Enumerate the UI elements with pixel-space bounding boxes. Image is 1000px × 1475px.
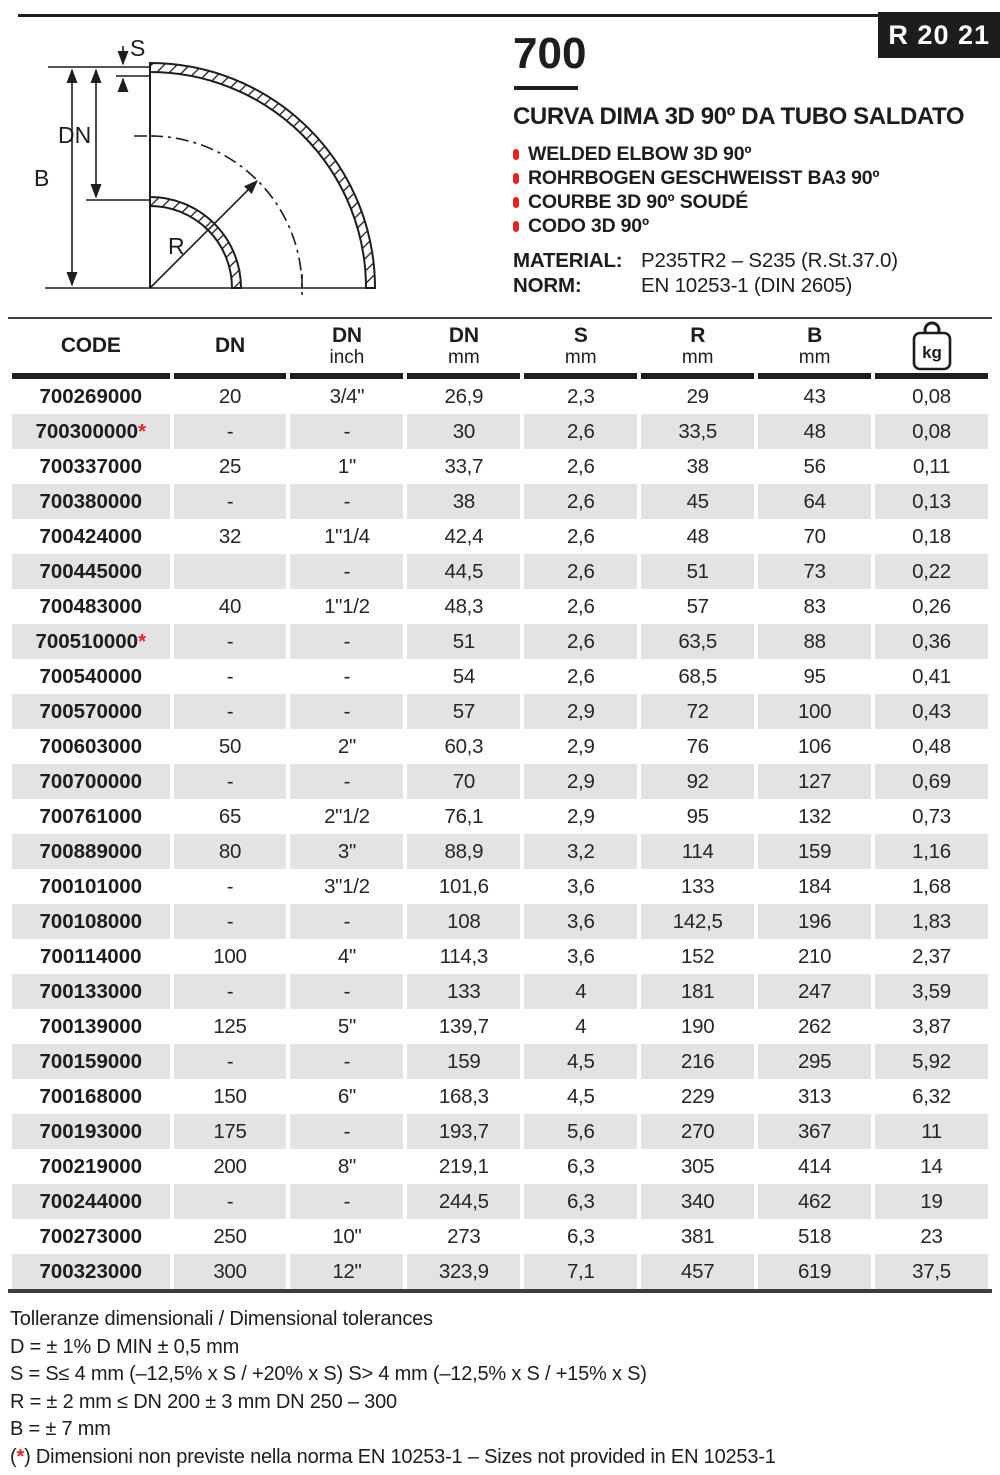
s-cell: 3,2 — [524, 834, 637, 869]
code-cell: 700380000 — [12, 484, 170, 519]
table-row — [12, 869, 988, 904]
b-cell: 132 — [797, 804, 832, 828]
dn-inch-cell: 8" — [337, 1154, 356, 1178]
b-cell: 43 — [803, 384, 826, 408]
dn-mm-cell: 133 — [407, 974, 520, 1009]
kg-cell: 0,48 — [912, 734, 951, 758]
s-cell: 4 — [575, 1014, 587, 1038]
table-row — [12, 519, 988, 554]
column-header-dn-mm: DN mm — [407, 319, 520, 379]
table-row — [12, 414, 988, 449]
s-cell: 3,6 — [566, 944, 595, 968]
table-row — [12, 379, 988, 414]
code-cell: 700323000 — [12, 1254, 170, 1289]
dn-mm-cell: 60,3 — [444, 734, 484, 758]
dn-cell: - — [174, 624, 287, 659]
b-cell: 414 — [797, 1154, 832, 1178]
column-header-b-mm: B mm — [758, 319, 871, 379]
column-header-code: CODE — [12, 319, 170, 379]
table-header-row — [12, 319, 988, 379]
kg-cell: 19 — [875, 1184, 988, 1219]
s-cell: 2,9 — [524, 694, 637, 729]
dn-cell: - — [174, 694, 287, 729]
code-cell: 700483000 — [39, 594, 143, 618]
dn-cell: - — [174, 904, 287, 939]
asterisk-red: * — [16, 1445, 25, 1468]
dn-mm-cell: 101,6 — [438, 874, 489, 898]
s-cell: 4 — [524, 974, 637, 1009]
series-number: 700 — [513, 29, 587, 78]
material-value: P235TR2 – S235 (R.St.37.0) — [641, 249, 898, 272]
kg-cell: 0,36 — [875, 624, 988, 659]
kg-cell: 5,92 — [875, 1044, 988, 1079]
s-cell: 7,1 — [524, 1254, 637, 1289]
s-cell: 2,6 — [524, 624, 637, 659]
dn-cell: 40 — [218, 594, 242, 618]
dn-cell — [174, 554, 287, 589]
table-row — [12, 449, 988, 484]
s-cell: 6,3 — [566, 1154, 595, 1178]
b-cell: 159 — [758, 834, 871, 869]
table-row — [12, 1219, 988, 1254]
table-row — [12, 904, 988, 939]
tolerance-b: B = ± 7 mm — [10, 1418, 111, 1440]
r-cell: 63,5 — [641, 624, 754, 659]
code-cell: 700700000 — [12, 764, 170, 799]
dn-cell: 100 — [213, 944, 247, 968]
table-row — [12, 1009, 988, 1044]
kg-cell: 3,59 — [875, 974, 988, 1009]
list-item — [513, 214, 993, 238]
dn-cell: 50 — [218, 734, 242, 758]
dn-inch-cell: 2"1/2 — [324, 804, 370, 828]
kg-cell: 14 — [920, 1154, 943, 1178]
dim-label-dn: DN — [58, 122, 92, 148]
b-cell: 262 — [797, 1014, 832, 1038]
dn-cell: 300 — [174, 1254, 287, 1289]
dn-mm-cell: 244,5 — [407, 1184, 520, 1219]
dn-cell: 175 — [174, 1114, 287, 1149]
specs-block — [513, 248, 993, 298]
b-cell: 70 — [803, 524, 826, 548]
dn-mm-cell: 193,7 — [407, 1114, 520, 1149]
bullet-icon — [513, 197, 519, 208]
kg-cell: 37,5 — [875, 1254, 988, 1289]
column-header-r-mm: R mm — [641, 319, 754, 379]
table-row — [12, 834, 988, 869]
b-cell: 73 — [758, 554, 871, 589]
s-cell: 2,9 — [524, 764, 637, 799]
b-cell: 100 — [758, 694, 871, 729]
code-cell: 700108000 — [12, 904, 170, 939]
b-cell: 462 — [758, 1184, 871, 1219]
top-rule — [18, 14, 990, 17]
dn-inch-cell: 3"1/2 — [324, 874, 370, 898]
dn-inch-cell: 3" — [290, 834, 403, 869]
kg-cell: 1,83 — [875, 904, 988, 939]
list-item — [513, 166, 993, 190]
table-row — [12, 1044, 988, 1079]
dn-inch-cell: - — [290, 694, 403, 729]
kg-cell: 11 — [875, 1114, 988, 1149]
kg-cell: 1,16 — [875, 834, 988, 869]
dn-inch-cell: 12" — [290, 1254, 403, 1289]
table-row — [12, 764, 988, 799]
b-cell: 367 — [758, 1114, 871, 1149]
table-row — [12, 729, 988, 764]
s-cell: 3,6 — [566, 874, 595, 898]
table-bottom-rule — [8, 1289, 992, 1293]
b-cell: 295 — [758, 1044, 871, 1079]
reference-badge: R 20 21 — [878, 12, 1000, 58]
translation-es: CODO 3D 90º — [528, 215, 649, 237]
b-cell: 127 — [758, 764, 871, 799]
dn-mm-cell: 51 — [407, 624, 520, 659]
dn-inch-cell: 1"1/4 — [324, 524, 370, 548]
s-cell: 2,6 — [524, 414, 637, 449]
dim-label-r: R — [168, 233, 185, 259]
b-cell: 184 — [797, 874, 832, 898]
translation-list — [513, 142, 993, 238]
kg-cell: 1,68 — [912, 874, 951, 898]
code-cell: 700540000 — [39, 664, 143, 688]
r-cell: 38 — [686, 454, 709, 478]
kg-cell: 0,69 — [875, 764, 988, 799]
column-header-weight — [875, 319, 988, 379]
code-cell: 700273000 — [39, 1224, 143, 1248]
dn-cell: - — [174, 1184, 287, 1219]
dn-mm-cell: 88,9 — [407, 834, 520, 869]
dn-inch-cell: 3/4" — [329, 384, 365, 408]
kg-cell: 0,08 — [875, 414, 988, 449]
dn-cell: 80 — [174, 834, 287, 869]
r-cell: 45 — [641, 484, 754, 519]
r-cell: 381 — [681, 1224, 715, 1248]
code-cell: 700761000 — [39, 804, 143, 828]
kg-cell: 0,18 — [912, 524, 951, 548]
r-cell: 152 — [681, 944, 715, 968]
code-cell: 700889000 — [12, 834, 170, 869]
dn-inch-cell: 5" — [337, 1014, 356, 1038]
dn-mm-cell: 70 — [407, 764, 520, 799]
kg-cell: 2,37 — [912, 944, 951, 968]
b-cell: 56 — [803, 454, 826, 478]
dn-cell: - — [174, 414, 287, 449]
r-cell: 216 — [641, 1044, 754, 1079]
dim-label-b: B — [34, 165, 50, 191]
dn-cell: - — [226, 664, 234, 688]
column-header-s-mm: S mm — [524, 319, 637, 379]
column-header-dn: DN — [174, 319, 287, 379]
b-cell: 210 — [797, 944, 832, 968]
r-cell: 457 — [641, 1254, 754, 1289]
dn-inch-cell: - — [290, 764, 403, 799]
dn-mm-cell: 42,4 — [444, 524, 484, 548]
norm-label: NORM: — [513, 274, 582, 297]
dn-inch-cell: - — [290, 1044, 403, 1079]
table-row — [12, 659, 988, 694]
dn-mm-cell: 44,5 — [407, 554, 520, 589]
kg-cell: 3,87 — [912, 1014, 951, 1038]
code-cell: 700424000 — [39, 524, 143, 548]
dn-inch-cell: - — [290, 1184, 403, 1219]
dn-inch-cell: 4" — [337, 944, 356, 968]
b-cell: 619 — [758, 1254, 871, 1289]
s-cell: 6,3 — [566, 1224, 595, 1248]
dn-mm-cell: 26,9 — [444, 384, 484, 408]
table-row — [12, 589, 988, 624]
code-cell: 700114000 — [40, 944, 142, 968]
dn-cell: - — [174, 764, 287, 799]
r-cell: 190 — [681, 1014, 715, 1038]
r-cell: 133 — [681, 874, 715, 898]
radius-arrow — [150, 181, 257, 288]
table-row — [12, 1079, 988, 1114]
table-row — [12, 799, 988, 834]
table-row — [12, 554, 988, 589]
dn-cell: - — [174, 484, 287, 519]
kg-cell: 0,73 — [912, 804, 951, 828]
s-cell: 2,6 — [566, 524, 595, 548]
s-cell: 3,6 — [524, 904, 637, 939]
table-row — [12, 1114, 988, 1149]
kg-cell: 0,43 — [875, 694, 988, 729]
column-header-dn-inch: DN inch — [290, 319, 403, 379]
r-cell: 181 — [641, 974, 754, 1009]
dn-mm-cell: 159 — [407, 1044, 520, 1079]
dn-cell: 32 — [218, 524, 242, 548]
b-cell: 196 — [758, 904, 871, 939]
translation-en: WELDED ELBOW 3D 90º — [528, 143, 752, 165]
dn-cell: - — [226, 874, 234, 898]
table-body — [12, 379, 988, 1289]
asterisk-red: * — [138, 419, 147, 443]
r-cell: 29 — [686, 384, 709, 408]
code-cell: 700139000 — [39, 1014, 143, 1038]
s-cell: 4,5 — [566, 1084, 595, 1108]
translation-fr: COURBE 3D 90º SOUDÉ — [528, 191, 749, 213]
code-cell: 700510000* — [12, 624, 170, 659]
r-cell: 95 — [686, 804, 709, 828]
r-cell: 48 — [686, 524, 709, 548]
s-cell: 2,6 — [566, 594, 595, 618]
kg-cell: 0,08 — [912, 384, 951, 408]
weight-icon — [909, 320, 955, 372]
dn-mm-cell: 30 — [407, 414, 520, 449]
r-cell: 68,5 — [678, 664, 718, 688]
dn-mm-cell: 323,9 — [407, 1254, 520, 1289]
code-cell: 700337000 — [39, 454, 143, 478]
dn-inch-cell: 1" — [337, 454, 356, 478]
table-row — [12, 624, 988, 659]
s-cell: 2,6 — [524, 554, 637, 589]
kg-cell: 0,13 — [875, 484, 988, 519]
dn-mm-cell: 219,1 — [438, 1154, 489, 1178]
tolerance-s: S = S≤ 4 mm (–12,5% x S / +20% x S) S> 4 mm (–12,5% x S / +15% x S) — [10, 1363, 647, 1385]
s-cell: 2,6 — [566, 664, 595, 688]
dn-cell: - — [174, 1044, 287, 1079]
r-cell: 305 — [681, 1154, 715, 1178]
kg-cell: 0,11 — [912, 454, 951, 478]
r-cell: 340 — [641, 1184, 754, 1219]
bullet-icon — [513, 149, 519, 160]
dn-mm-cell: 273 — [447, 1224, 481, 1248]
dn-inch-cell: 10" — [332, 1224, 362, 1248]
table-row — [12, 694, 988, 729]
s-cell: 4,5 — [524, 1044, 637, 1079]
dn-mm-cell: 57 — [407, 694, 520, 729]
b-cell: 83 — [803, 594, 826, 618]
dn-cell: 250 — [213, 1224, 247, 1248]
tolerances-block — [10, 1306, 990, 1471]
kg-cell: 0,26 — [912, 594, 951, 618]
dn-inch-cell: 6" — [337, 1084, 356, 1108]
r-cell: 270 — [641, 1114, 754, 1149]
r-cell: 33,5 — [641, 414, 754, 449]
r-cell: 72 — [641, 694, 754, 729]
r-cell: 114 — [641, 834, 754, 869]
code-cell: 700603000 — [39, 734, 143, 758]
r-cell: 142,5 — [641, 904, 754, 939]
b-cell: 64 — [758, 484, 871, 519]
b-cell: 88 — [758, 624, 871, 659]
dn-inch-cell: - — [290, 904, 403, 939]
code-cell: 700101000 — [39, 874, 143, 898]
dn-inch-cell: - — [290, 414, 403, 449]
code-cell: 700193000 — [12, 1114, 170, 1149]
kg-cell: 6,32 — [912, 1084, 951, 1108]
r-cell: 57 — [686, 594, 709, 618]
table-row — [12, 484, 988, 519]
table-row — [12, 939, 988, 974]
asterisk-red: * — [138, 629, 147, 653]
bullet-icon — [513, 221, 519, 232]
dn-mm-cell: 54 — [452, 664, 475, 688]
dn-inch-cell: 2" — [337, 734, 356, 758]
dn-cell: 200 — [213, 1154, 247, 1178]
tolerances-title: Tolleranze dimensionali / Dimensional tolerances — [10, 1308, 433, 1330]
code-cell: 700570000 — [12, 694, 170, 729]
dn-cell: - — [174, 974, 287, 1009]
s-cell: 2,9 — [566, 804, 595, 828]
s-cell: 5,6 — [524, 1114, 637, 1149]
b-cell: 518 — [797, 1224, 832, 1248]
dn-inch-cell: - — [290, 1114, 403, 1149]
dn-cell: 65 — [218, 804, 242, 828]
dn-inch-cell: - — [343, 664, 351, 688]
s-cell: 6,3 — [524, 1184, 637, 1219]
centerline — [134, 136, 302, 300]
table-row — [12, 1149, 988, 1184]
bullet-icon — [513, 173, 519, 184]
b-cell: 247 — [758, 974, 871, 1009]
s-cell: 2,3 — [566, 384, 595, 408]
kg-cell: 23 — [920, 1224, 943, 1248]
header-block — [513, 29, 993, 298]
code-cell: 700168000 — [39, 1084, 143, 1108]
dn-cell: 125 — [213, 1014, 247, 1038]
list-item — [513, 142, 993, 166]
list-item — [513, 190, 993, 214]
asterisk-note: (*) Dimensioni non previste nella norma EN 10253-1 – Sizes not provided in EN 10253-1 — [10, 1445, 776, 1468]
code-cell: 700133000 — [12, 974, 170, 1009]
code-cell: 700445000 — [12, 554, 170, 589]
dn-mm-cell: 38 — [407, 484, 520, 519]
series-underline — [514, 86, 578, 90]
kg-cell: 0,22 — [875, 554, 988, 589]
dn-cell: 25 — [218, 454, 242, 478]
norm-value: EN 10253-1 (DIN 2605) — [641, 274, 853, 297]
norm-row — [513, 273, 993, 298]
dn-cell: 150 — [213, 1084, 247, 1108]
r-cell: 51 — [641, 554, 754, 589]
dn-mm-cell: 168,3 — [438, 1084, 489, 1108]
b-cell: 95 — [803, 664, 826, 688]
r-cell: 229 — [681, 1084, 715, 1108]
kg-cell: 0,41 — [912, 664, 951, 688]
dn-inch-cell: - — [290, 974, 403, 1009]
dn-inch-cell: - — [290, 484, 403, 519]
r-cell: 76 — [686, 734, 709, 758]
dn-inch-cell: - — [290, 624, 403, 659]
material-row — [513, 248, 993, 273]
code-cell: 700159000 — [12, 1044, 170, 1079]
dim-label-s: S — [130, 35, 146, 61]
b-cell: 48 — [758, 414, 871, 449]
table-row — [12, 974, 988, 1009]
tolerance-d: D = ± 1% D MIN ± 0,5 mm — [10, 1335, 240, 1358]
dn-mm-cell: 114,3 — [439, 944, 488, 968]
code-cell: 700269000 — [39, 384, 143, 408]
dn-mm-cell: 139,7 — [438, 1014, 489, 1038]
s-cell: 2,9 — [566, 734, 595, 758]
dn-inch-cell: - — [290, 554, 403, 589]
s-cell: 2,6 — [566, 454, 595, 478]
dn-mm-cell: 108 — [407, 904, 520, 939]
code-cell: 700300000* — [12, 414, 170, 449]
material-label: MATERIAL: — [513, 249, 623, 272]
r-cell: 92 — [641, 764, 754, 799]
size-table-wrap — [8, 317, 992, 1293]
dn-cell: 20 — [218, 384, 242, 408]
code-cell: 700219000 — [39, 1154, 143, 1178]
table-row — [12, 1254, 988, 1289]
dn-inch-cell: 1"1/2 — [324, 594, 370, 618]
size-table — [8, 319, 992, 1289]
code-cell: 700244000 — [12, 1184, 170, 1219]
dn-mm-cell: 76,1 — [444, 804, 484, 828]
elbow-drawing — [20, 30, 480, 315]
dn-mm-cell: 48,3 — [444, 594, 484, 618]
page-title: CURVA DIMA 3D 90º DA TUBO SALDATO — [513, 103, 965, 130]
svg-text:kg: kg — [921, 343, 942, 362]
b-cell: 313 — [797, 1084, 832, 1108]
table-row — [12, 1184, 988, 1219]
b-cell: 106 — [797, 734, 832, 758]
tolerance-r: R = ± 2 mm ≤ DN 200 ± 3 mm DN 250 – 300 — [10, 1390, 397, 1413]
s-cell: 2,6 — [524, 484, 637, 519]
translation-de: ROHRBOGEN GESCHWEISST BA3 90º — [528, 167, 880, 189]
dn-mm-cell: 33,7 — [444, 454, 484, 478]
